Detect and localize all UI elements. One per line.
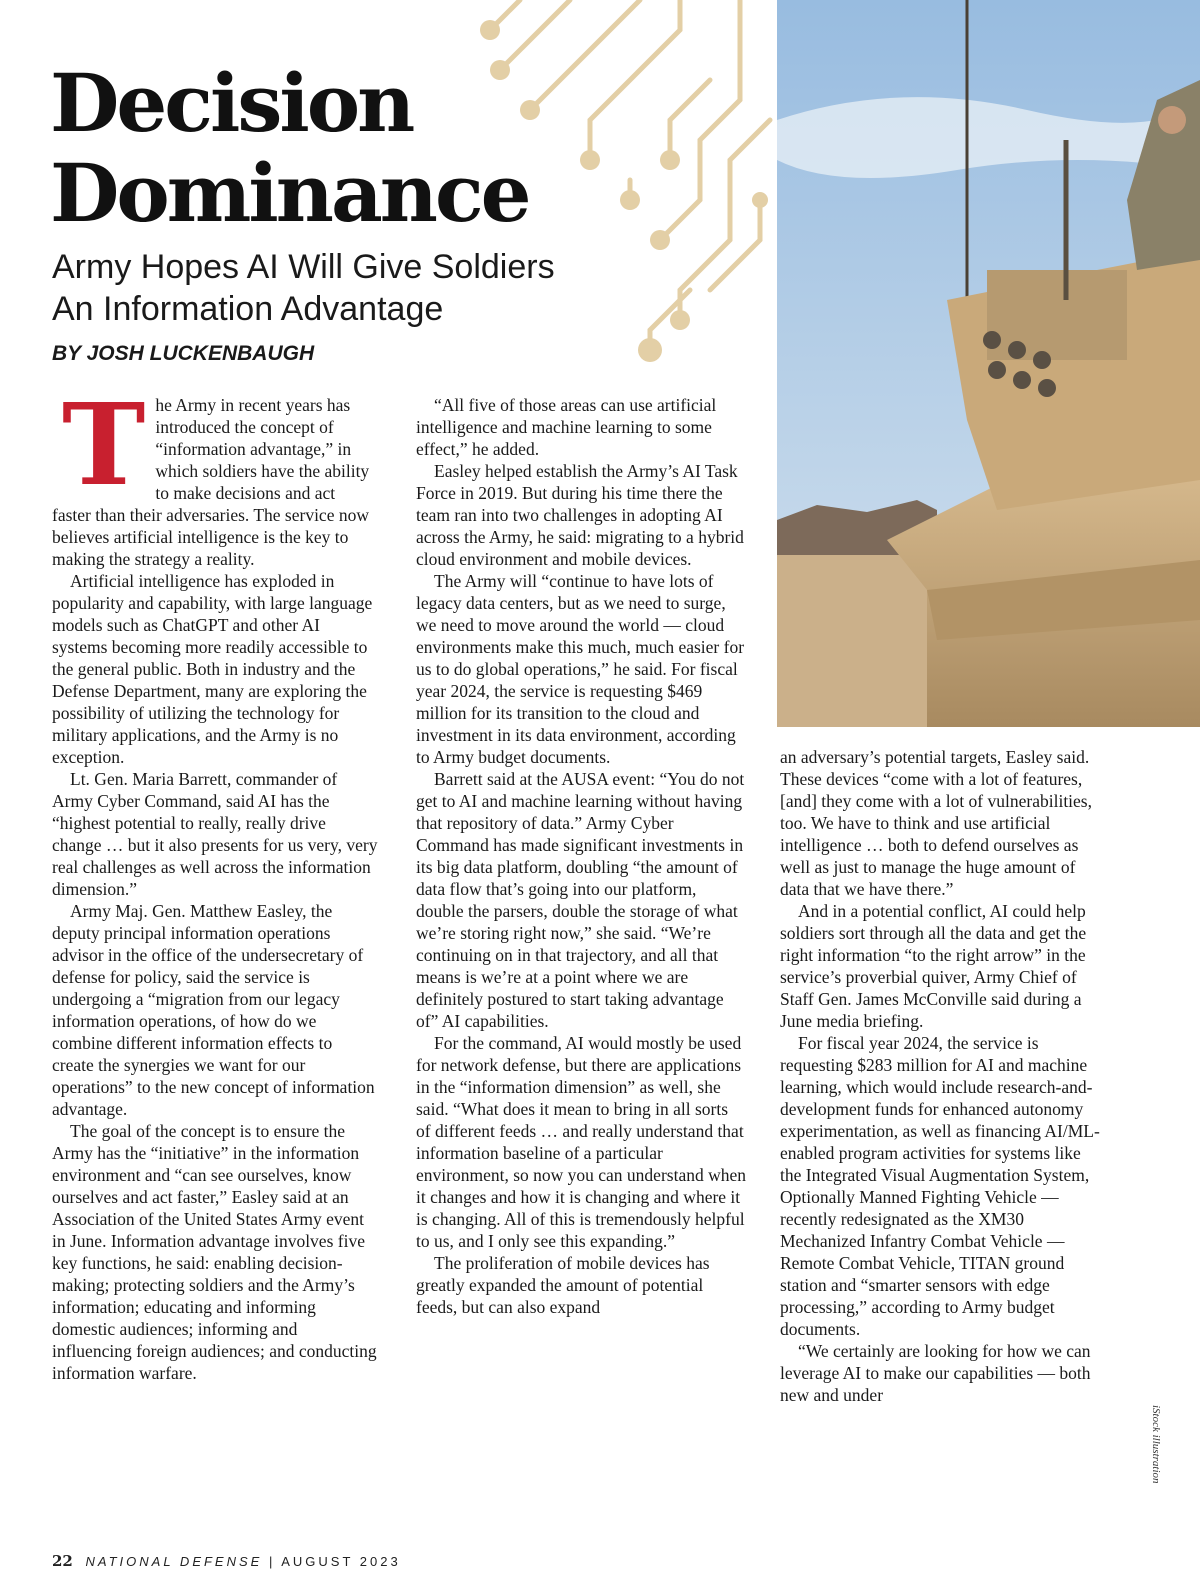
paragraph: For the command, AI would mostly be used for network defense, but there are applications in the “information dimension” as well, she said. “What does it mean to bring in all sorts of different feeds … and really understand that information baseline of a particular environment, so now you can understand when it changes and how it is changing and where it is changing. All of this is tremendously helpful to us, and I only see this expanding.” bbox=[416, 1033, 746, 1251]
footer-separator: | bbox=[268, 1554, 276, 1569]
publication-name: NATIONAL DEFENSE bbox=[85, 1554, 263, 1569]
subtitle-line-2: An Information Advantage bbox=[52, 290, 444, 328]
page-footer bbox=[52, 1552, 401, 1570]
paragraph: “All five of those areas can use artificial intelligence and machine learning to some effect,” he added. bbox=[416, 395, 717, 459]
subtitle-line-1: Army Hopes AI Will Give Soldiers bbox=[52, 248, 555, 286]
title-line-1: Decision bbox=[50, 56, 413, 150]
paragraph: The goal of the concept is to ensure the Army has the “initiative” in the information environment and “can see ourselves, know ourselves and act faster,” Easley said at an Association of the United States Army event in June. Information advantage involves five key functions, he said: enabling decision-making; protecting soldiers and the Army’s information; educating and informing domestic audiences; informing and influencing foreign audiences; and conducting information warfare. bbox=[52, 1121, 377, 1383]
paragraph: Lt. Gen. Maria Barrett, commander of Army Cyber Command, said AI has the “highest potential to really, really drive change … but it also presents for us very, very real challenges as well across the information dimension.” bbox=[52, 769, 378, 899]
title-line-2: Dominance bbox=[50, 146, 529, 240]
page-number: 22 bbox=[52, 1552, 73, 1570]
drop-cap: T bbox=[62, 380, 146, 511]
byline: BY JOSH LUCKENBAUGH bbox=[52, 342, 315, 365]
issue-date: AUGUST 2023 bbox=[281, 1554, 401, 1569]
paragraph: And in a potential conflict, AI could help soldiers sort through all the data and get the right information “to the right arrow” in the service’s proverbial quiver, Army Chief of Staff Gen. James McConville said during a June media briefing. bbox=[780, 901, 1087, 1031]
article-title bbox=[50, 58, 529, 238]
text-column-1 bbox=[52, 380, 378, 1384]
paragraph: Easley helped establish the Army’s AI Task Force in 2019. But during his time there the team ran into two challenges in adopting AI across the Army, he said: migrating to a hybrid cloud environment and mobile devices. bbox=[416, 461, 744, 569]
photo-credit bbox=[1146, 1405, 1162, 1495]
paragraph: For fiscal year 2024, the service is requesting $283 million for AI and machine learning, which would include research-and-development funds for enhanced autonomy experimentation, as well as financing AI/ML-enabled program activities for systems like the Integrated Visual Augmentation System, Optionally Manned Fighting Vehicle — recently redesignated as the XM30 Mechanized Infantry Combat Vehicle — Remote Combat Vehicle, TITAN ground station and “smarter sensors with edge processing,” according to Army budget documents. bbox=[780, 1033, 1100, 1339]
paragraph: he Army in recent years has introduced the concept of “information advantage,” in which soldiers have the ability to make decisions and act faster than their adversaries. The service now believes artificial intelligence is the key to making the strategy a reality. bbox=[52, 395, 370, 569]
text-column-3 bbox=[780, 746, 1100, 1406]
tank-photo bbox=[777, 0, 1200, 727]
text-column-2 bbox=[416, 394, 746, 1318]
photo-credit-text: iStock illustration bbox=[1150, 1405, 1162, 1484]
paragraph: Barrett said at the AUSA event: “You do not get to AI and machine learning without having that repository of data.” Army Cyber Command has made significant investments in its big data platform, doubling “the amount of data flow that’s going into our platform, double the parsers, double the storage of what we’re storing right now,” she said. “We’re continuing on in that trajectory, and all that means is we’re at a point where we are definitely postured to start taking advantage of” AI capabilities. bbox=[416, 769, 745, 1031]
paragraph: Artificial intelligence has exploded in popularity and capability, with large language models such as ChatGPT and other AI systems becoming more readily accessible to the general public. Both in industry and the Defense Department, many are exploring the possibility of utilizing the technology for military applications, and the Army is no exception. bbox=[52, 571, 373, 767]
article-subtitle bbox=[52, 246, 555, 330]
paragraph: an adversary’s potential targets, Easley said. These devices “come with a lot of features, [and] they come with a lot of vulnerabilities, too. We have to think and use artificial intelligence … both to defend ourselves as well as just to manage the huge amount of data that we have there.” bbox=[780, 747, 1092, 899]
paragraph: The Army will “continue to have lots of legacy data centers, but as we need to surge, we need to move around the world — cloud environments make this much, much easier for us to do global operations,” he said. For fiscal year 2024, the service is requesting $469 million for its transition to the cloud and investment in its data environment, according to Army budget documents. bbox=[416, 571, 745, 767]
paragraph: Army Maj. Gen. Matthew Easley, the deputy principal information operations advisor in the office of the undersecretary of defense for policy, said the service is undergoing a “migration from our legacy information operations, of how do we combine different information effects to create the synergies we want for our operations” to the new concept of information advantage. bbox=[52, 901, 375, 1119]
paragraph: “We certainly are looking for how we can leverage AI to make our capabilities — both new and under bbox=[780, 1341, 1091, 1405]
paragraph: The proliferation of mobile devices has greatly expanded the amount of potential feeds, but can also expand bbox=[416, 1253, 710, 1317]
